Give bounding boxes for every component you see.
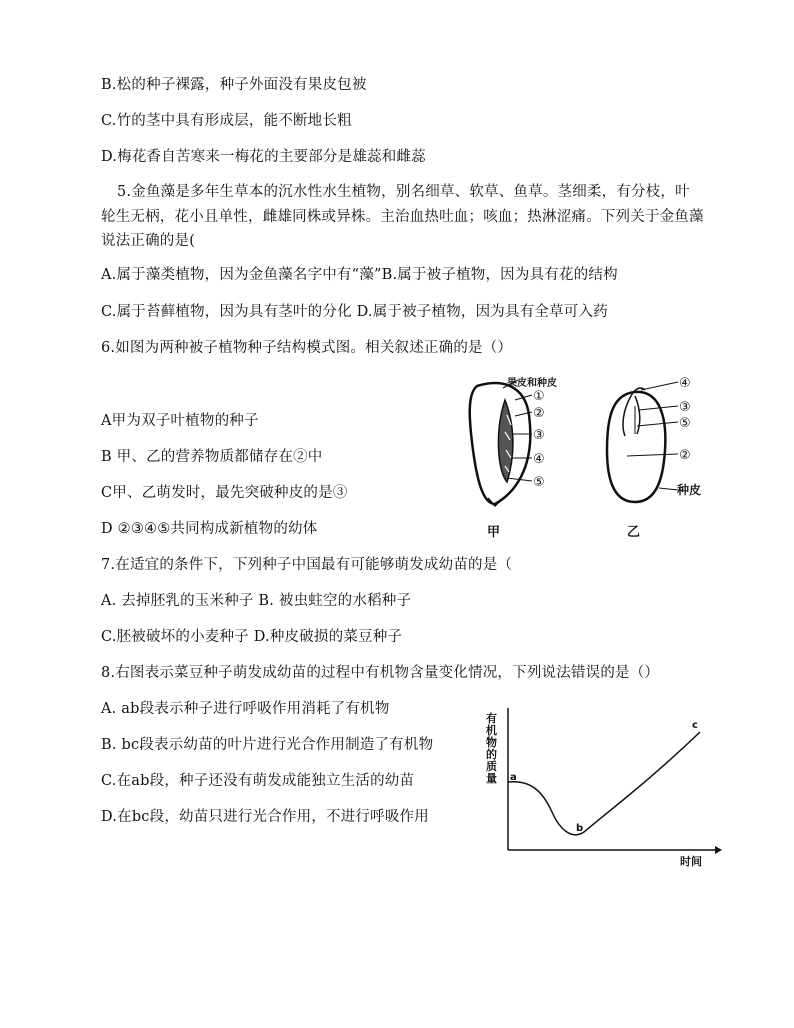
label-jia: 甲: [487, 525, 501, 540]
jia-mark-1: ①: [533, 389, 545, 404]
q5-options-ab: A.属于藻类植物，因为金鱼藻名字中有“藻”B.属于被子植物，因为具有花的结构: [101, 267, 618, 283]
seed-yi: [607, 388, 665, 502]
q6-option-b: B 甲、乙的营养物质都储存在②中: [101, 449, 323, 465]
seed-jia: [470, 383, 531, 506]
q6-stem: 6.如图为两种被子植物种子结构模式图。相关叙述正确的是（）: [101, 340, 513, 356]
yi-mark-5: ⑤: [679, 416, 691, 431]
point-c: c: [692, 720, 698, 731]
q4-option-b: B.松的种子裸露，种子外面没有果皮包被: [101, 77, 367, 93]
q8-option-a: A. ab段表示种子进行呼吸作用消耗了有机物: [101, 701, 390, 717]
q5-options-cd: C.属于苔藓植物，因为具有茎叶的分化 D.属于被子植物，因为具有全草可入药: [101, 304, 608, 320]
q8-option-b: B. bc段表示幼苗的叶片进行光合作用制造了有机物: [101, 737, 434, 753]
q7-stem: 7.在适宜的条件下，下列种子中国最有可能够萌发成幼苗的是（: [101, 557, 513, 573]
q6-option-d: D ②③④⑤共同构成新植物的幼体: [101, 521, 318, 537]
q4-option-d: D.梅花香自苦寒来一梅花的主要部分是雄蕊和雌蕊: [101, 149, 426, 165]
graph-ylabel: [486, 711, 497, 785]
graph-xlabel: 时间: [680, 855, 702, 868]
q6-option-c: C甲、乙萌发时，最先突破种皮的是③: [101, 485, 348, 501]
ylabel-char: 物: [486, 736, 497, 749]
q5-stem-line3: 说法正确的是(: [101, 233, 196, 249]
organic-matter-graph: [480, 700, 730, 870]
jia-mark-2: ②: [533, 406, 545, 421]
q5-stem-line2: 轮生无柄，花小且单性，雌雄同株或异株。主治血热吐血；咳血；热淋涩痛。下列关于金鱼藻: [101, 209, 704, 225]
yi-mark-3: ③: [679, 400, 691, 415]
q7-options-ab: A. 去掉胚乳的玉米种子 B. 被虫蛀空的水稻种子: [101, 593, 412, 609]
seed-structure-figure: [455, 370, 715, 548]
jia-mark-4: ④: [533, 452, 545, 467]
q8-option-c: C.在ab段，种子还没有萌发成能独立生活的幼苗: [101, 773, 415, 789]
label-fruit-seedcoat: 果皮和种皮: [507, 378, 557, 389]
yi-mark-4: ④: [679, 376, 691, 391]
ylabel-char: 的: [486, 748, 497, 761]
point-a: a: [510, 772, 517, 783]
organic-curve: [508, 732, 700, 835]
yi-mark-2: ②: [679, 448, 691, 463]
ylabel-char: 机: [486, 724, 497, 737]
q7-options-cd: C.胚被破坏的小麦种子 D.种皮破损的菜豆种子: [101, 629, 403, 645]
q5-stem-line1: 5.金鱼藻是多年生草本的沉水性水生植物，别名细草、软草、鱼草。茎细柔，有分枝，叶: [117, 184, 690, 200]
jia-mark-5: ⑤: [533, 475, 545, 490]
q8-stem: 8.右图表示菜豆种子萌发成幼苗的过程中有机物含量变化情况，下列说法错误的是（）: [101, 665, 660, 681]
ylabel-char: 有: [486, 712, 497, 725]
ylabel-char: 质: [486, 760, 497, 773]
label-yi: 乙: [627, 525, 641, 540]
ylabel-char: 量: [486, 772, 497, 785]
label-seedcoat: 种皮: [677, 483, 702, 497]
q4-option-c: C.竹的茎中具有形成层，能不断地长粗: [101, 113, 352, 129]
q6-option-a: A甲为双子叶植物的种子: [101, 413, 259, 429]
point-b: b: [576, 823, 584, 834]
q8-option-d: D.在bc段，幼苗只进行光合作用，不进行呼吸作用: [101, 809, 429, 825]
jia-mark-3: ③: [533, 428, 545, 443]
